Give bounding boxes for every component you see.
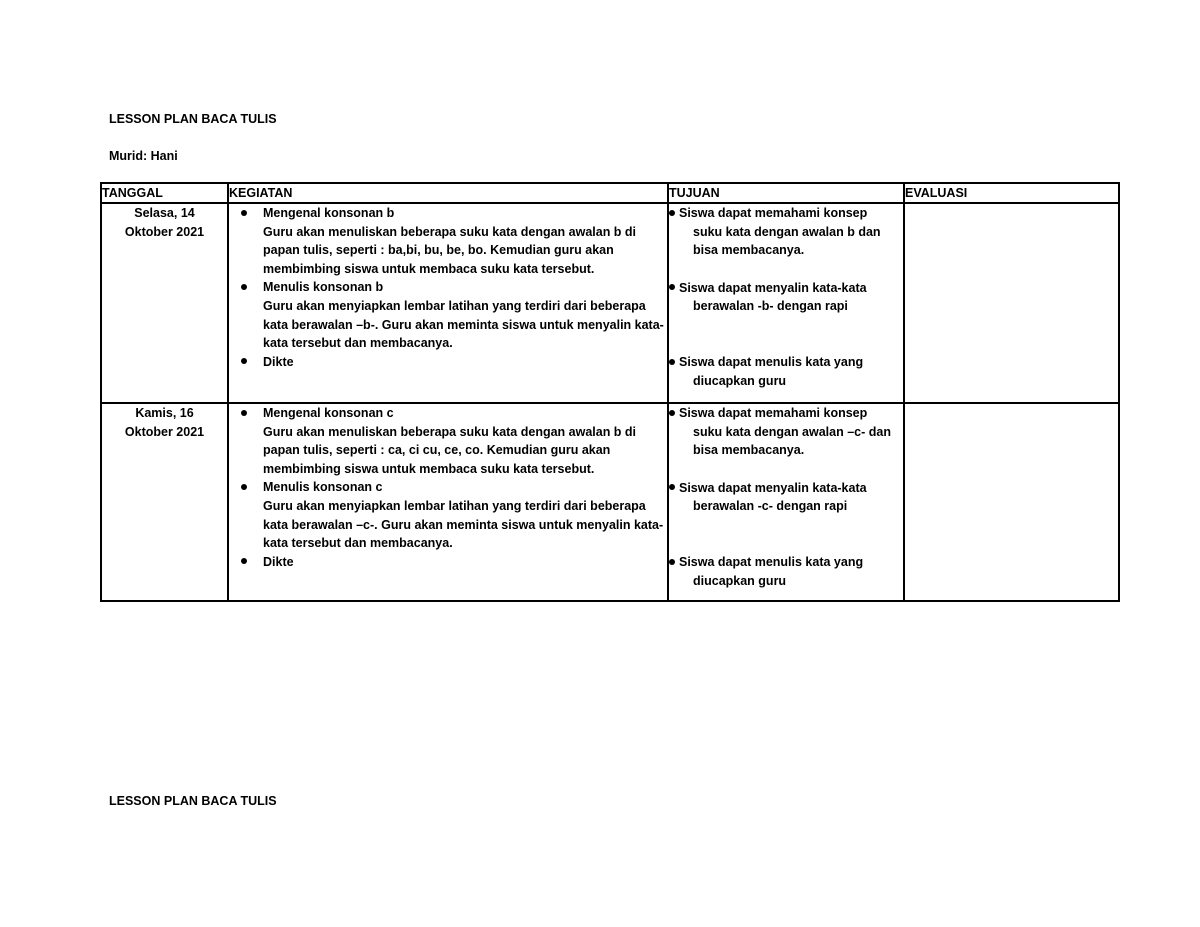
bullet-icon <box>238 553 250 572</box>
activity-heading: Mengenal konsonan c <box>263 406 394 420</box>
goal-item <box>669 279 903 316</box>
table-row <box>101 403 1119 601</box>
activity-description: Guru akan menuliskan beberapa suku kata dengan awalan b di papan tulis, seperti : ca, ci cu, ce, co. Kemudian guru akan membimbing siswa untuk membaca suku kata tersebut. <box>263 424 637 476</box>
header-tanggal: TANGGAL <box>101 183 228 203</box>
activity-heading: Menulis konsonan c <box>263 480 383 495</box>
goal-line: bisa membacanya. <box>693 443 805 458</box>
goal-cell <box>668 203 904 403</box>
bullet-icon <box>238 204 250 223</box>
goal-line: diucapkan guru <box>693 573 787 588</box>
activity-item <box>229 278 667 352</box>
date-day: Kamis, 16 <box>135 406 194 420</box>
bullet-icon <box>669 479 675 498</box>
goal-line: Siswa dapat memahami konsep <box>679 206 868 220</box>
lesson-plan-table <box>100 182 1120 602</box>
goal-cell <box>668 403 904 601</box>
activity-item <box>229 478 667 552</box>
header-kegiatan: KEGIATAN <box>228 183 668 203</box>
header-tujuan: TUJUAN <box>668 183 904 203</box>
evaluation-cell <box>904 403 1119 601</box>
activity-heading: Dikte <box>263 554 294 569</box>
header-evaluasi: EVALUASI <box>904 183 1119 203</box>
activity-cell <box>228 403 668 601</box>
bullet-icon <box>669 204 675 223</box>
goal-line: berawalan -b- dengan rapi <box>693 299 848 314</box>
goal-line: bisa membacanya. <box>693 243 805 258</box>
goal-line: suku kata dengan awalan –c- dan <box>693 424 891 439</box>
goal-item <box>669 204 903 260</box>
goal-line: berawalan -c- dengan rapi <box>693 499 848 514</box>
student-label: Murid: Hani <box>109 149 178 163</box>
activity-cell <box>228 203 668 403</box>
bullet-icon <box>238 404 250 423</box>
goal-item <box>669 353 903 390</box>
goal-line: diucapkan guru <box>693 373 787 388</box>
date-cell <box>101 203 228 403</box>
date-day: Selasa, 14 <box>134 206 195 220</box>
date-month-year: Oktober 2021 <box>124 224 205 239</box>
bullet-icon <box>238 353 250 372</box>
activity-item <box>229 553 667 572</box>
activity-description: Guru akan menuliskan beberapa suku kata dengan awalan b di papan tulis, seperti : ba,bi, bu, be, bo. Kemudian guru akan membimbing siswa untuk membaca suku kata tersebut. <box>263 224 637 276</box>
table-row <box>101 203 1119 403</box>
bullet-icon <box>669 279 675 298</box>
goal-line: Siswa dapat memahami konsep <box>679 406 868 420</box>
bullet-icon <box>669 353 675 372</box>
activity-item <box>229 353 667 372</box>
activity-heading: Dikte <box>263 354 294 369</box>
evaluation-cell <box>904 203 1119 403</box>
activity-description: Guru akan menyiapkan lembar latihan yang terdiri dari beberapa kata berawalan –c-. Guru akan meminta siswa untuk menyalin kata-kata tersebut dan membacanya. <box>263 498 664 551</box>
goal-item <box>669 479 903 516</box>
bullet-icon <box>238 478 250 497</box>
next-page-title: LESSON PLAN BACA TULIS <box>109 794 277 808</box>
date-cell <box>101 403 228 601</box>
activity-description: Guru akan menyiapkan lembar latihan yang terdiri dari beberapa kata berawalan –b-. Guru akan meminta siswa untuk menyalin kata-kata tersebut dan membacanya. <box>263 298 664 351</box>
bullet-icon <box>669 553 675 572</box>
bullet-icon <box>238 278 250 297</box>
goal-item <box>669 553 903 590</box>
goal-line: Siswa dapat menyalin kata-kata <box>679 480 867 495</box>
goal-line: Siswa dapat menulis kata yang <box>679 354 864 369</box>
document-title: LESSON PLAN BACA TULIS <box>109 112 277 126</box>
activity-item <box>229 404 667 478</box>
bullet-icon <box>669 404 675 423</box>
goal-line: Siswa dapat menyalin kata-kata <box>679 280 867 295</box>
goal-line: suku kata dengan awalan b dan <box>693 224 881 239</box>
activity-heading: Menulis konsonan b <box>263 280 384 295</box>
table-header-row <box>101 183 1119 203</box>
goal-line: Siswa dapat menulis kata yang <box>679 554 864 569</box>
activity-heading: Mengenal konsonan b <box>263 206 395 220</box>
goal-item <box>669 404 903 460</box>
date-month-year: Oktober 2021 <box>124 424 205 439</box>
activity-item <box>229 204 667 278</box>
